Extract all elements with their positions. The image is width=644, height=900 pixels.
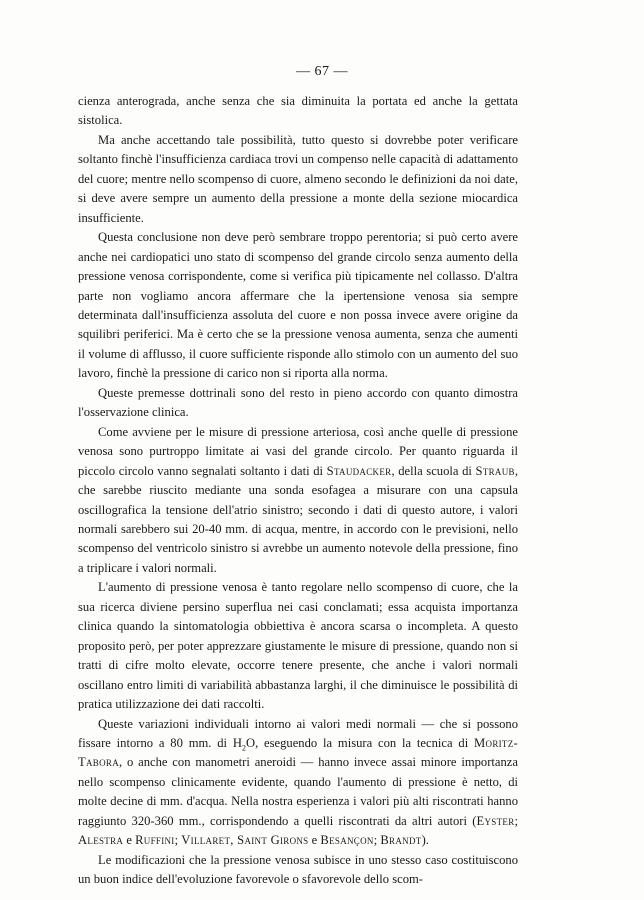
text-run: ; [514,813,518,828]
text-run: ; [174,833,182,848]
paragraph [78,131,518,228]
author-name: Alestra [78,833,124,848]
text-run: e [123,833,136,848]
text-run: Queste variazioni individuali intorno ai valori medi normali — che si possono fissare intorno a 80 mm. di H [78,716,518,750]
author-name: Villaret, Saint Girons [181,833,309,848]
paragraph [78,578,518,714]
text-run: Le modificazioni che la pressione venosa subisce in uno stesso caso costituiscono un buon indice dell'evoluzione favorevole o sfavorevole dello scom- [78,852,518,887]
text-run: L'aumento di pressione venosa è tanto regolare nello scompenso di cuore, che la sua ricerca diviene persino superflua nei casi conclamati; essa acquista importanza clinica quando la sintomatologia obbiettiva è ancora scarsa o incompleta. A questo proposito però, per poter apprezzare giustamente le misure di pressione, quando non si tratti di cifre molto elevate, occorre tenere presente, che anche i valori normali oscillano entro limiti di variabilità abbastanza larghi, il che diminuisce le possibilità di pratica utilizzazione dei dati raccolti. [78,580,518,712]
paragraph [78,384,518,423]
author-name: Moritz-Tabora [78,735,519,770]
text-run: ). [421,833,429,848]
text-run: Come avviene per le misure di pressione arteriosa, così anche quelle di pressione venosa sono purtroppo limitate ai vasi del grande circolo. Per quanto riguarda il piccolo circolo vanno segnalati soltanto i dati di [78,424,518,478]
text-run: cienza anterograda, anche senza che sia diminuita la portata ed anche la gettata sistolica. [78,94,518,128]
text-run: Questa conclusione non deve però sembrare troppo perentoria; si può certo avere anche nei cardiopatici uno stato di scompenso del grande circolo senza aumento della pressione venosa corrispondente, come si verifica più tipicamente nel collasso. D'altra parte non vogliamo ancora affermare che la ipertensione venosa sia sempre determinata dall'insufficienza assoluta del cuore e non possa invece avere origine da squilibri periferici. Ma è certo che se la pressione venosa aumenta, senza che aumenti il volume di afflusso, il cuore sufficiente risponde allo stimolo con un aumento del suo lavoro, finchè la pressione di carico non si riporta alla norma. [78,230,518,381]
text-run: Ma anche accettando tale possibilità, tutto questo si dovrebbe poter verificare soltanto finchè l'insufficienza cardiaca trovi un compenso nelle capacità di adattamento del cuore; mentre nello scompenso di cuore, almeno secondo le definizioni da noi date, si deve avere sempre un aumento della pressione a monte della sezione miocardica insufficiente. [78,132,518,225]
author-name: Straub [475,463,515,478]
body-text [78,92,518,890]
text-run: ; [373,833,381,848]
text-run: , che sarebbe riuscito mediante una sonda esofagea a misurare con una capsula oscillografica la tensione dell'atrio sinistro; secondo i dati di questo autore, i valori normali sarebbero sui 20-40 mm. di acqua, mentre, in accordo con le previsioni, nello scompenso del ventricolo sinistro si avrebbe un aumento notevole della pressione, fino a triplicare i valori normali. [78,463,518,575]
paragraph [78,423,518,579]
subscript: 2 [241,743,246,753]
paragraph [78,715,518,851]
author-name: Brandt [380,833,422,848]
text-run: , della scuola di [391,463,476,478]
author-name: Eyster [476,813,515,828]
text-run: e [308,833,321,848]
paragraph [78,228,518,384]
text-run: Queste premesse dottrinali sono del resto in pieno accordo con quanto dimostra l'osservazione clinica. [78,385,518,420]
author-name: Staudacker [326,463,392,478]
author-name: Ruffini [135,833,175,848]
paragraph [78,851,518,890]
page-number: — 67 — [296,64,348,79]
author-name: Besançon [320,833,374,848]
text-run: O, eseguendo la misura con la tecnica di [245,735,475,750]
text-run: , o anche con manometri aneroidi — hanno invece assai minore importanza nello scompenso clinicamente evidente, quando l'aumento di pressione è netto, di molte decine di mm. d'acqua. Nella nostra esperienza i valori più alti riscontrati hanno raggiunto 320-360 mm., corrispondendo a quelli riscontrati da altri autori ( [78,755,518,828]
paragraph [78,92,518,131]
